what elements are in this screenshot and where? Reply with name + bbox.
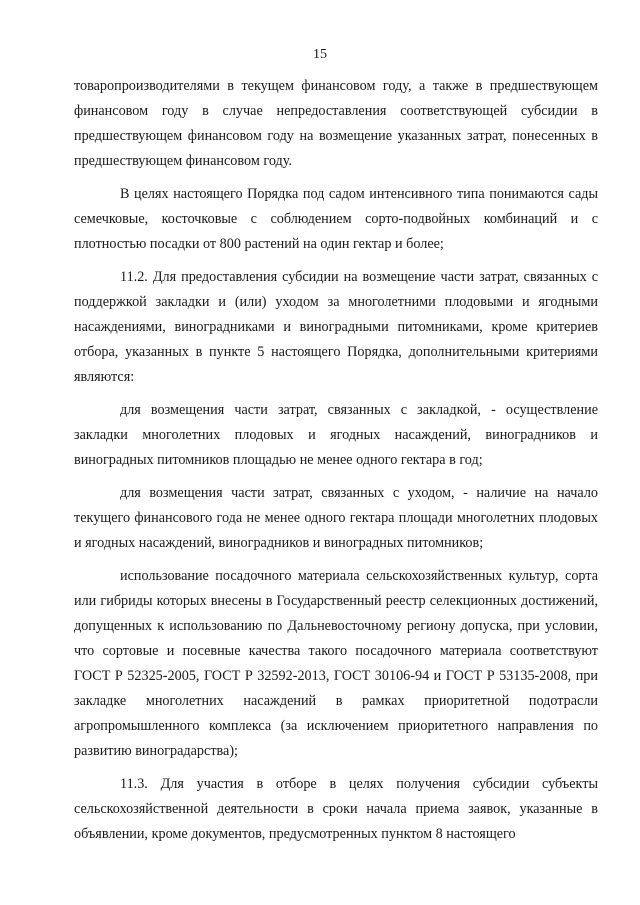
paragraph-care-criterion: для возмещения части затрат, связанных с уходом, - наличие на начало текущего финансового года не менее одного гектара площади многолетних плодовых и ягодных насаждений, виноградников и виноградных питомников;	[74, 485, 598, 551]
paragraph-11-3: 11.3. Для участия в отборе в целях получения субсидии субъекты сельскохозяйственной деятельности в сроки начала приема заявок, указанные в объявлении, кроме документов, предусмотренных пунктом 8 настоящего	[74, 776, 598, 842]
paragraph-continuation: товаропроизводителями в текущем финансовом году, а также в предшествующем финансовом году в случае непредоставления соответствующей субсидии в предшествующем финансовом году на возмещение указанных затрат, понесенных в предшествующем финансовом году.	[74, 78, 598, 169]
paragraph-intensive-garden-definition: В целях настоящего Порядка под садом интенсивного типа понимаются сады семечковые, косточковые с соблюдением сорто-подвойных комбинаций и с плотностью посадки от 800 растений на один гектар и более;	[74, 186, 598, 252]
document-body	[74, 74, 598, 847]
paragraph-11-2: 11.2. Для предоставления субсидии на возмещение части затрат, связанных с поддержкой закладки и (или) уходом за многолетними плодовыми и ягодными насаждениями, виноградниками и виноградными питомниками, кроме критериев отбора, указанных в пункте 5 настоящего Порядка, дополнительными критериями являются:	[74, 269, 598, 385]
page-number: 15	[313, 47, 327, 62]
paragraph-planting-material-criterion: использование посадочного материала сельскохозяйственных культур, сорта или гибриды которых внесены в Государственный реестр селекционных достижений, допущенных к использованию по Дальневосточному региону допуска, при условии, что сортовые и посевные качества такого посадочного материала соответствуют ГОСТ Р 52325-2005, ГОСТ Р 32592-2013, ГОСТ 30106-94 и ГОСТ Р 53135-2008, при закладке многолетних насаждений в рамках приоритетной подотрасли агропромышленного комплекса (за исключением приоритетного направления по развитию виноградарства);	[74, 568, 598, 759]
paragraph-planting-criterion: для возмещения части затрат, связанных с закладкой, - осуществление закладки многолетних плодовых и ягодных насаждений, виноградников и виноградных питомников площадью не менее одного гектара в год;	[74, 402, 598, 468]
